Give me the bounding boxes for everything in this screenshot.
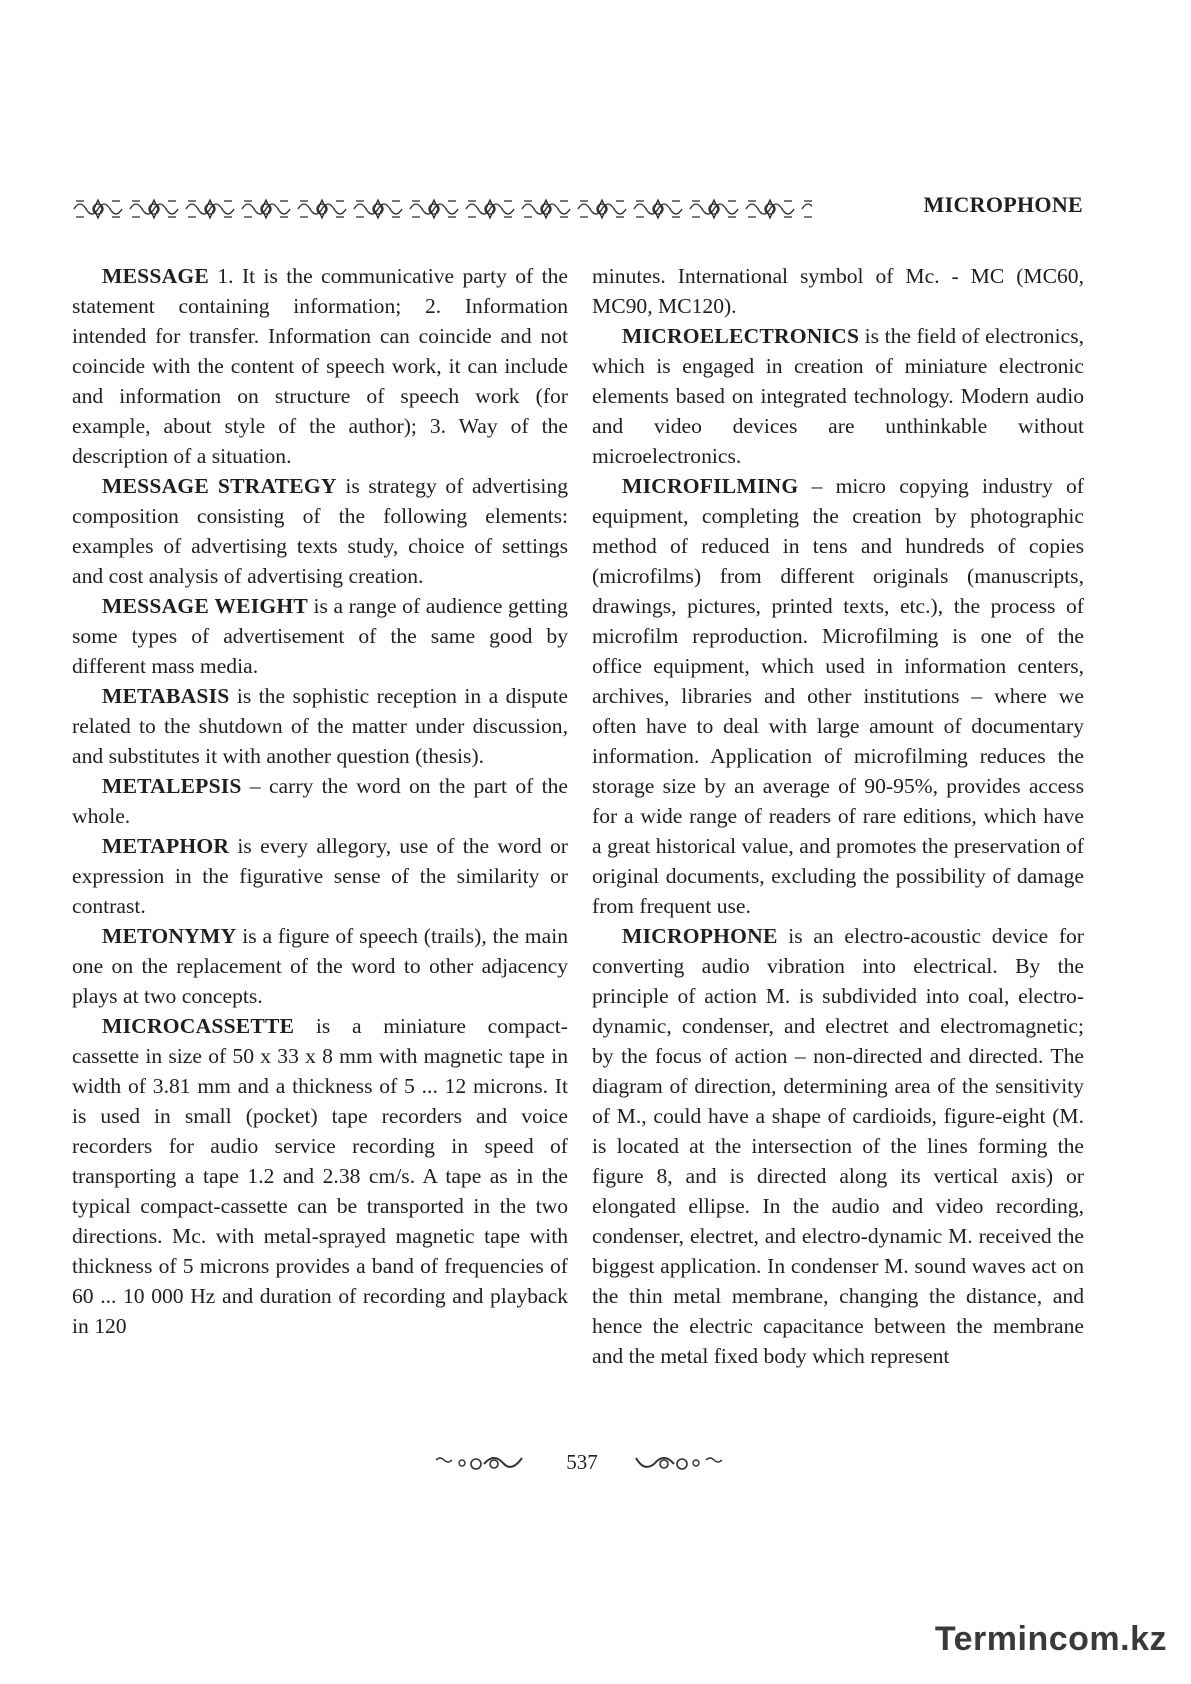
entry-term: MESSAGE (102, 264, 209, 288)
dictionary-entry-microphone (592, 921, 1084, 1371)
ornament-motif (634, 200, 682, 218)
ornament-motif (354, 200, 402, 218)
ornament-motif (410, 200, 458, 218)
site-watermark-logo: Termincom.kz (934, 1620, 1167, 1658)
entry-term: METAPHOR (102, 834, 230, 858)
ornament-motif (578, 200, 626, 218)
header-ornament-band (72, 196, 812, 222)
dictionary-entry-message-strategy (72, 471, 568, 591)
entry-term: MICROFILMING (622, 474, 799, 498)
page-number: 537 (566, 1450, 598, 1474)
entry-term: METONYMY (102, 924, 237, 948)
footer-ornament-left-icon (432, 1452, 528, 1476)
dictionary-entry-metaphor (72, 831, 568, 921)
footer-ornament-right-icon (630, 1452, 726, 1476)
entry-definition: is every allegory, use of the word or expression in the figurative sense of the similarity or contrast. (72, 834, 568, 918)
ornament-motif (130, 200, 178, 218)
entry-definition: is a miniature compact-cassette in size of 50 x 33 x 8 mm with magnetic tape in width of 3.81 mm and a thickness of 5 ... 12 microns. It is used in small (pocket) tape recorders and voice recorders for audio service recording in speed of transporting a tape 1.2 and 2.38 cm/s. A tape as in the typical compact-cassette can be transported in the two directions. Mc. with metal-sprayed magnetic tape with thickness of 5 microns provides a band of frequencies of 60 ... 10 000 Hz and duration of recording and playback in 120 (72, 1014, 568, 1338)
entry-term: MICROCASSETTE (102, 1014, 295, 1038)
dictionary-entry-microfilming (592, 471, 1084, 921)
entry-term: METALEPSIS (102, 774, 242, 798)
entry-definition: is the sophistic reception in a dispute related to the shutdown of the matter under discussion, and substitutes it with another question (thesis). (72, 684, 568, 768)
ornament-motif (802, 200, 812, 218)
entry-term: MICROELECTRONICS (622, 324, 860, 348)
dictionary-entry-metabasis (72, 681, 568, 771)
dictionary-entry-microelectronics (592, 321, 1084, 471)
entry-continuation: minutes. International symbol of Mc. - MC (MC60, MC90, MC120). (592, 264, 1084, 318)
entry-definition: – carry the word on the part of the whole. (72, 774, 568, 828)
ornament-motif (74, 200, 122, 218)
dictionary-entry-message (72, 261, 568, 471)
entry-definition: is the field of electronics, which is engaged in creation of miniature electronic elements based on integrated technology. Modern audio and video devices are unthinkable without microelectronics. (592, 324, 1084, 468)
entry-term: MICROPHONE (622, 924, 778, 948)
ornament-motif (242, 200, 290, 218)
page-footer (0, 1448, 1191, 1488)
entry-term: METABASIS (102, 684, 230, 708)
running-head: MICROPHONE (923, 192, 1083, 217)
ornament-motif (298, 200, 346, 218)
dictionary-entry-microcassette (72, 1011, 568, 1341)
ornament-motif (186, 200, 234, 218)
ornament-pattern-icon (72, 196, 812, 222)
left-column (72, 261, 568, 1341)
entry-definition: is strategy of advertising composition consisting of the following elements: examples of advertising texts study, choice of settings and cost analysis of advertising creation. (72, 474, 568, 588)
dictionary-entry-metonymy (72, 921, 568, 1011)
ornament-motif (690, 200, 738, 218)
entry-term: MESSAGE WEIGHT (102, 594, 308, 618)
ornament-motif (466, 200, 514, 218)
entry-definition: is an electro-acoustic device for converting audio vibration into electrical. By the principle of action M. is subdivided into coal, electro-dynamic, condenser, and electret and electromagnetic; by the focus of action – non-directed and directed. The diagram of direction, determining area of the sensitivity of M., could have a shape of cardioids, figure-eight (M. is located at the intersection of the lines forming the figure 8, and is directed along its vertical axis) or elongated ellipse. In the audio and video recording, condenser, electret, and electro-dynamic M. received the biggest application. In condenser M. sound waves act on the thin metal membrane, changing the distance, and hence the electric capacitance between the membrane and the metal fixed body which represent (592, 924, 1084, 1368)
dictionary-entry-message-weight (72, 591, 568, 681)
entry-definition: – micro copying industry of equipment, completing the creation by photographic method of reduced in tens and hundreds of copies (microfilms) from different originals (manuscripts, drawings, pictures, printed texts, etc.), the process of microfilm reproduction. Microfilming is one of the office equipment, which used in information centers, archives, libraries and other institutions – where we often have to deal with large amount of documentary information. Application of microfilming reduces the storage size by an average of 90-95%, provides access for a wide range of readers of rare editions, which have a great historical value, and promotes the preservation of original documents, excluding the possibility of damage from frequent use. (592, 474, 1084, 918)
ornament-motif (746, 200, 794, 218)
entry-term: MESSAGE STRATEGY (102, 474, 337, 498)
ornament-motif (522, 200, 570, 218)
entry-definition: is a figure of speech (trails), the main one on the replacement of the word to other adjacency plays at two concepts. (72, 924, 568, 1008)
dictionary-entry-metalepsis (72, 771, 568, 831)
right-column (592, 261, 1084, 1371)
entry-definition: 1. It is the communicative party of the statement containing information; 2. Information intended for transfer. Information can coincide and not coincide with the content of speech work, it can include and information on structure of speech work (for example, about style of the author); 3. Way of the description of a situation. (72, 264, 568, 468)
entry-definition: is a range of audience getting some types of advertisement of the same good by different mass media. (72, 594, 568, 678)
